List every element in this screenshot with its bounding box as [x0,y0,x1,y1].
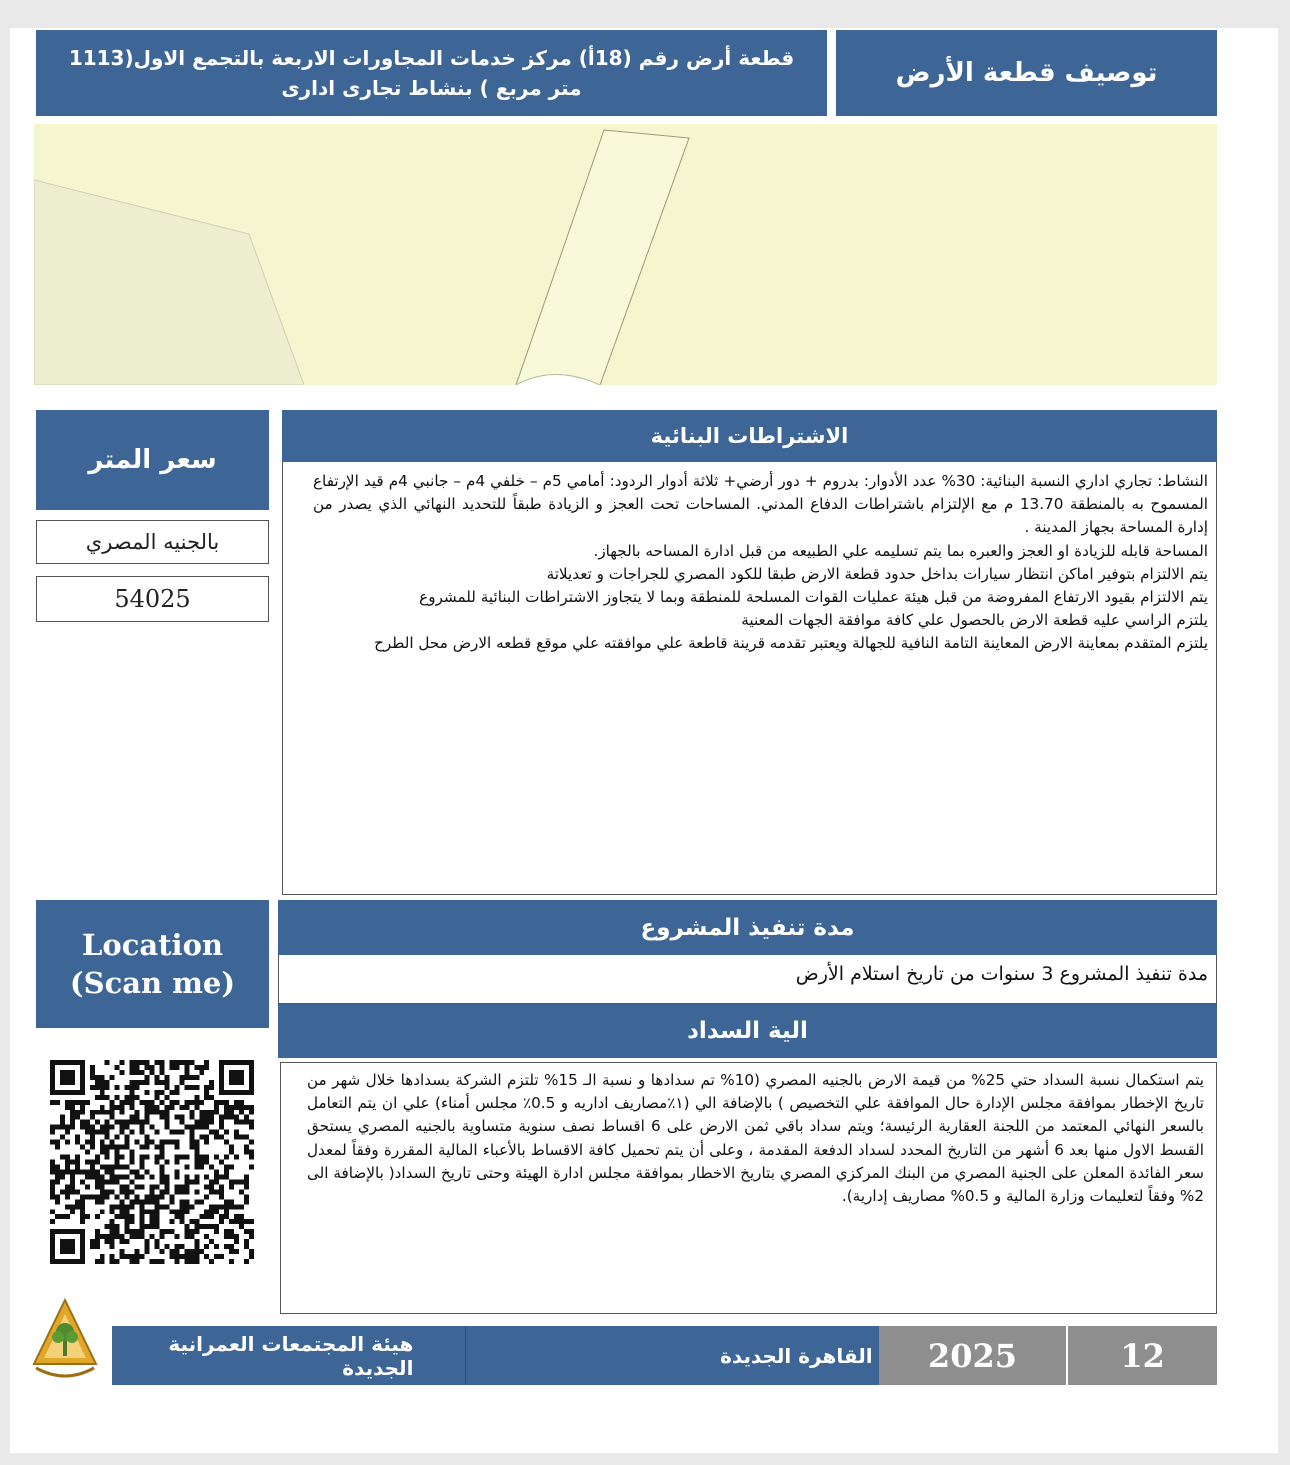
price-value: 54025 [36,576,269,622]
footer-page-number: 12 [1066,1326,1217,1385]
requirement-line: المساحة قابله للزيادة او العجز والعبره بما يتم تسليمه علي الطبيعه من قبل ادارة المساحه بالجهاز. [593,541,1208,560]
site-map [34,124,1217,385]
requirements-body [282,462,1217,895]
section-label: توصيف قطعة الأرض [836,30,1217,116]
footer-organization: هيئة المجتمعات العمرانية الجديدة [112,1326,465,1385]
price-unit: بالجنيه المصري [36,520,269,564]
price-title: سعر المتر [36,410,269,510]
brochure-page [10,28,1278,1453]
requirement-line: النشاط: تجاري اداري النسبة البنائية: 30% عدد الأدوار: بدروم + دور أرضي+ ثلاثة أدوار الردود: أمامي 5م – خلفي 4م – جانبي 4م قيد الإرتفاع المسموح به بالمنطقة 13.70 م مع الإلتزام باشتراطات الدفاع المدني. المساحات تحت العجز و الزيادة طبقاً للتحديد النهائي الذي يصدر من إدارة المساحة بجهاز المدينة . [313,472,1208,537]
footer-city: القاهرة الجديدة [465,1326,878,1385]
duration-text: مدة تنفيذ المشروع 3 سنوات من تاريخ استلام الأرض [278,955,1217,1004]
footer-year: 2025 [879,1326,1067,1385]
requirement-line: يتم الالتزام بقيود الارتفاع المفروضة من قبل هيئة عمليات القوات المسلحة للمنطقة وبما لا يتجاوز الاشتراطات البنائية للمشروع [419,588,1208,607]
location-qr-code[interactable] [50,1060,254,1264]
requirements-title: الاشتراطات البنائية [282,410,1217,462]
requirement-line: يلتزم الراسي عليه قطعة الارض بالحصول علي كافة موافقة الجهات المعنية [741,611,1208,630]
duration-title: مدة تنفيذ المشروع [278,900,1217,955]
authority-logo-icon [30,1298,100,1382]
location-line2: (Scan me) [69,966,236,1000]
payment-title: الية السداد [278,1004,1217,1058]
location-title [36,900,269,1028]
requirement-line: يلتزم المتقدم بمعاينة الارض المعاينة التامة النافية للجهالة ويعتبر تقدمه قرينة قاطعة علي موافقته علي موقع قطعه الارض محل الطرح [374,634,1208,653]
payment-text: يتم استكمال نسبة السداد حتي 25% من قيمة الارض بالجنيه المصري (10% تم سدادها و نسبة الـ 15% تلتزم الشركة بسدادها خلال شهر من تاريخ الإخطار بموافقة مجلس الإدارة حال الموافقة علي التخصيص ) بالإضافة الي (١٪مصاريف اداريه و 0.5٪ مجلس أمناء) علي ان يتم التعامل بالسعر النهائي المعتمد من اللجنة العقارية الرئيسة؛ ويتم سداد باقي ثمن الارض على 6 اقساط نصف سنوية متساوية بالجنيه المصري يستحق القسط الاول منها بعد 6 أشهر من التاريخ المحدد لسداد الدفعة المقدمة ، وعلى أن يتم تحميل كافة الاقساط بالأعباء المالية المقررة وفقاً لمعدل سعر الفائدة المعلن على الجنية المصري من البنك المركزي المصري بتاريخ الاخطار بموافقة مجلس ادارة الهيئة وحتى تاريخ السداد( بالإضافة الى 2% وفقاً لتعليمات وزارة المالية و 0.5% مصاريف إدارية). [280,1062,1217,1314]
location-line1: Location [81,928,224,962]
plot-title: قطعة أرض رقم (18أ) مركز خدمات المجاورات الاربعة بالتجمع الاول(1113 متر مربع ) بنشاط تجارى ادارى [36,30,827,116]
footer-bar [112,1326,1217,1385]
requirement-line: يتم الالتزام بتوفير اماكن انتظار سيارات بداخل حدود قطعة الارض طبقا للكود المصري للجراجات و تعديلاتة [546,564,1208,583]
